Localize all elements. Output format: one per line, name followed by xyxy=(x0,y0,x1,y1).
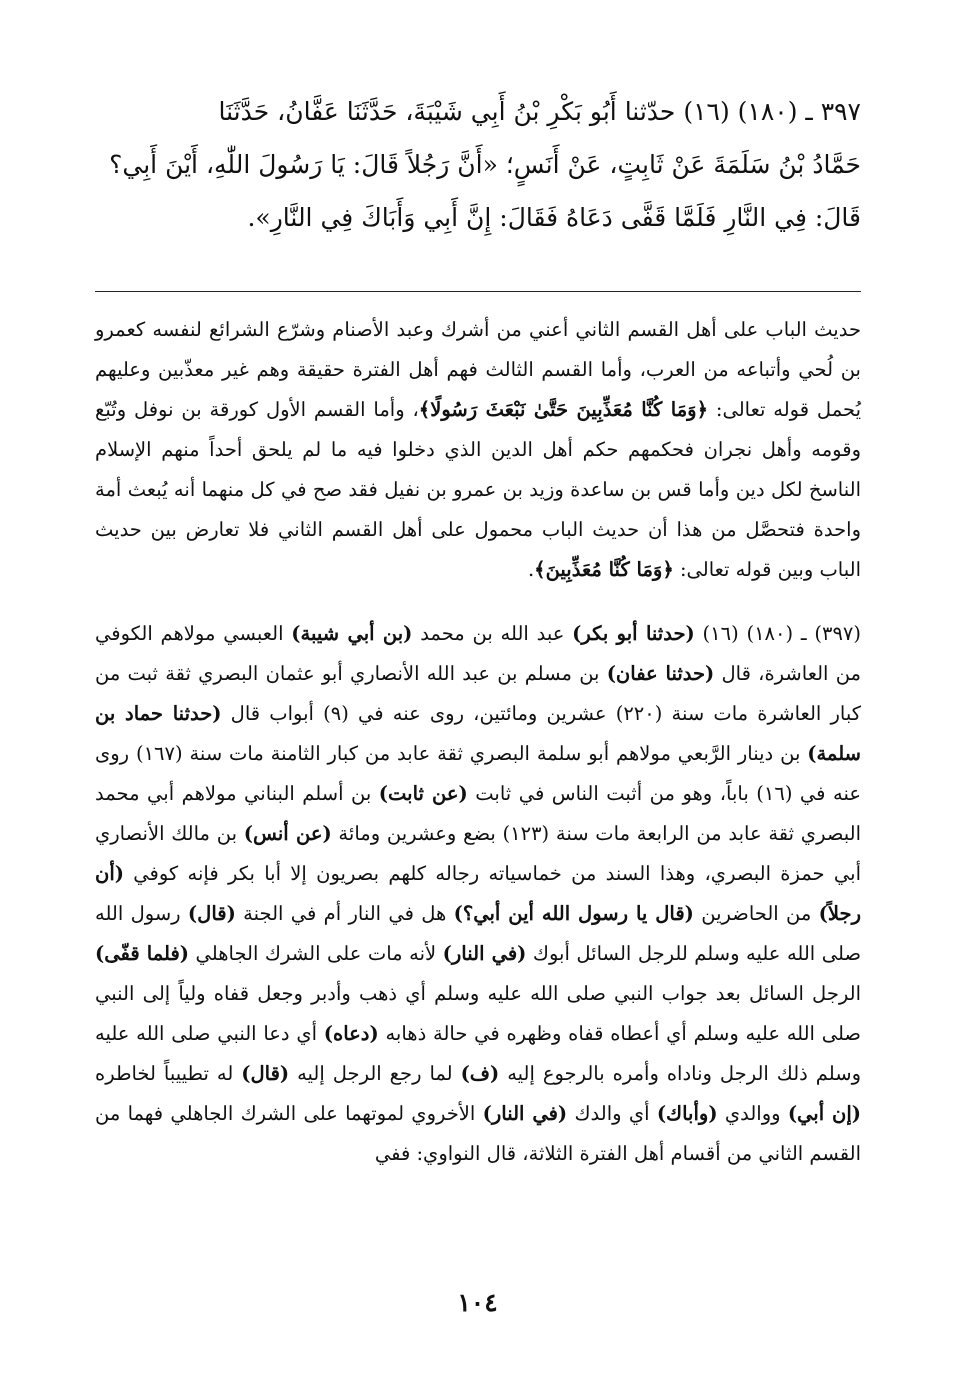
page-number: ١٠٤ xyxy=(457,1288,498,1317)
commentary-text: أي دعا النبي صلى الله عليه وسلم ذلك الرجل وناداه وأمره بالرجوع إليه xyxy=(95,1022,861,1085)
commentary-text: من الحاضرين xyxy=(693,902,819,925)
quoted-phrase: (في النار) xyxy=(442,942,527,965)
commentary-text: الأخروي لموتهما على الشرك الجاهلي فهما من القسم الثاني من أقسام أهل الفترة الثلاثة، قال النواوي: ففي xyxy=(95,1102,861,1165)
quoted-phrase: (في النار) xyxy=(482,1102,568,1125)
commentary-text: (٣٩٧) ـ (١٨٠) (١٦) xyxy=(694,622,862,645)
footnote-divider xyxy=(95,291,861,292)
intro-text: . xyxy=(527,558,535,581)
commentary-text: عبد الله بن محمد xyxy=(412,622,573,645)
quoted-phrase: (قال) xyxy=(187,902,236,925)
commentary-text: له تطييباً لخاطره xyxy=(95,1062,242,1085)
commentary-text: لأنه مات على الشرك الجاهلي xyxy=(189,942,443,965)
quran-verse: ﴿وَمَا كُنَّا مُعَذِّبِينَ﴾ xyxy=(534,558,674,581)
commentary-text: رسول الله صلى الله عليه وسلم للرجل السائل أبوك xyxy=(95,902,862,965)
quoted-phrase: (قال) xyxy=(241,1062,290,1085)
commentary-body xyxy=(95,614,861,1174)
intro-text: ، وأما القسم الأول كورقة بن نوفل وتُبّع وقومه وأهل نجران فحكمهم حكم أهل الدين الذي دخلوا فيه ما لم يلحق أحداً منهم الإسلام الناسخ لكل دين وأما قس بن ساعدة وزيد بن عمرو بن نفيل فقد صح في كل منهما أنه يُبعث أمة واحدة فتحصَّل من هذا أن حديث الباب محمول على أهل القسم الثاني فلا تعارض بين حديث الباب وبين قوله تعالى: xyxy=(95,398,861,581)
hadith-line: ٣٩٧ ـ (١٨٠) (١٦) حدّثنا أَبُو بَكْرِ بْنُ أَبِي شَيْبَةَ، حَدَّثَنَا عَفَّانُ، حَدَّثَنَا xyxy=(218,97,861,126)
commentary-text: هل في النار أم في الجنة xyxy=(235,902,454,925)
quoted-phrase: (أن رجلاً) xyxy=(95,862,861,925)
hadith-text xyxy=(95,85,861,244)
quoted-phrase: (دعاه) xyxy=(323,1022,379,1045)
quoted-phrase: (إن أبي) xyxy=(787,1102,862,1125)
quoted-phrase: (حدثنا أبو بكر) xyxy=(572,622,695,645)
hadith-line: حَمَّادُ بْنُ سَلَمَةَ عَنْ ثَابِتٍ، عَنْ أَنَسٍ؛ «أَنَّ رَجُلاً قَالَ: يَا رَسُولَ اللّٰهِ، أَيْنَ أَبِي؟ xyxy=(109,150,861,179)
quoted-phrase: (عن ثابت) xyxy=(378,782,468,805)
quoted-phrase: (فلما قفّى) xyxy=(95,942,189,965)
commentary-text: لما رجع الرجل إليه xyxy=(289,1062,461,1085)
commentary-text: العبسي مولاهم الكوفي من العاشرة، قال xyxy=(95,622,861,685)
commentary-text: بن دينار الرَّبعي مولاهم أبو سلمة البصري ثقة عابد من كبار الثامنة مات سنة (١٦٧) روى عنه في (١٦) باباً، وهو من أثبت الناس في ثابت xyxy=(95,742,861,805)
quoted-phrase: (قال يا رسول الله أين أبي؟) xyxy=(453,902,694,925)
quoted-phrase: (بن أبي شيبة) xyxy=(291,622,413,645)
commentary-text: أي والدك xyxy=(567,1102,657,1125)
quoted-phrase: (عن أنس) xyxy=(243,822,332,845)
quoted-phrase: (حدثنا حماد بن سلمة) xyxy=(95,702,861,765)
commentary-text: بن أسلم البناني مولاهم أبي محمد البصري ثقة عابد من الرابعة مات سنة (١٢٣) بضع وعشرين ومائة xyxy=(95,782,861,845)
hadith-line: قَالَ: فِي النَّارِ فَلَمَّا قَفَّى دَعَاهُ فَقَالَ: إِنَّ أَبِي وَأَبَاكَ فِي النَّارِ». xyxy=(247,203,861,232)
quoted-phrase: (وأباك) xyxy=(656,1102,718,1125)
commentary-text: الرجل السائل بعد جواب النبي صلى الله عليه وسلم أي ذهب وأدبر وجعل قفاه ولياً إلى النبي صلى الله عليه وسلم أي أعطاه قفاه وظهره في حالة ذهابه xyxy=(95,982,861,1045)
quoted-phrase: (ف) xyxy=(460,1062,500,1085)
commentary-text: بن مسلم بن عبد الله الأنصاري أبو عثمان البصري ثقة ثبت من كبار العاشرة مات سنة (٢٢٠) عشرين ومائتين، روى عنه في (٩) أبواب قال xyxy=(95,662,862,725)
commentary-text: بن مالك الأنصاري أبي حمزة البصري، وهذا السند من خماسياته رجاله كلهم بصريون إلا أبا بكر فإنه كوفي xyxy=(95,822,861,885)
commentary-text: ووالدي xyxy=(717,1102,788,1125)
intro-text: حديث الباب على أهل القسم الثاني أعني من أشرك وعبد الأصنام وشرّع الشرائع لنفسه كعمرو بن لُحي وأتباعه من العرب، وأما القسم الثالث فهم أهل الفترة حقيقة وهم غير معذّبين وعليهم يُحمل قوله تعالى: xyxy=(95,318,861,421)
quoted-phrase: (حدثنا عفان) xyxy=(606,662,715,685)
quran-verse: ﴿وَمَا كُنَّا مُعَذِّبِينَ حَتَّىٰ نَبْعَثَ رَسُولًا﴾ xyxy=(418,398,709,421)
page-body xyxy=(95,85,861,1174)
commentary-intro xyxy=(95,310,861,590)
